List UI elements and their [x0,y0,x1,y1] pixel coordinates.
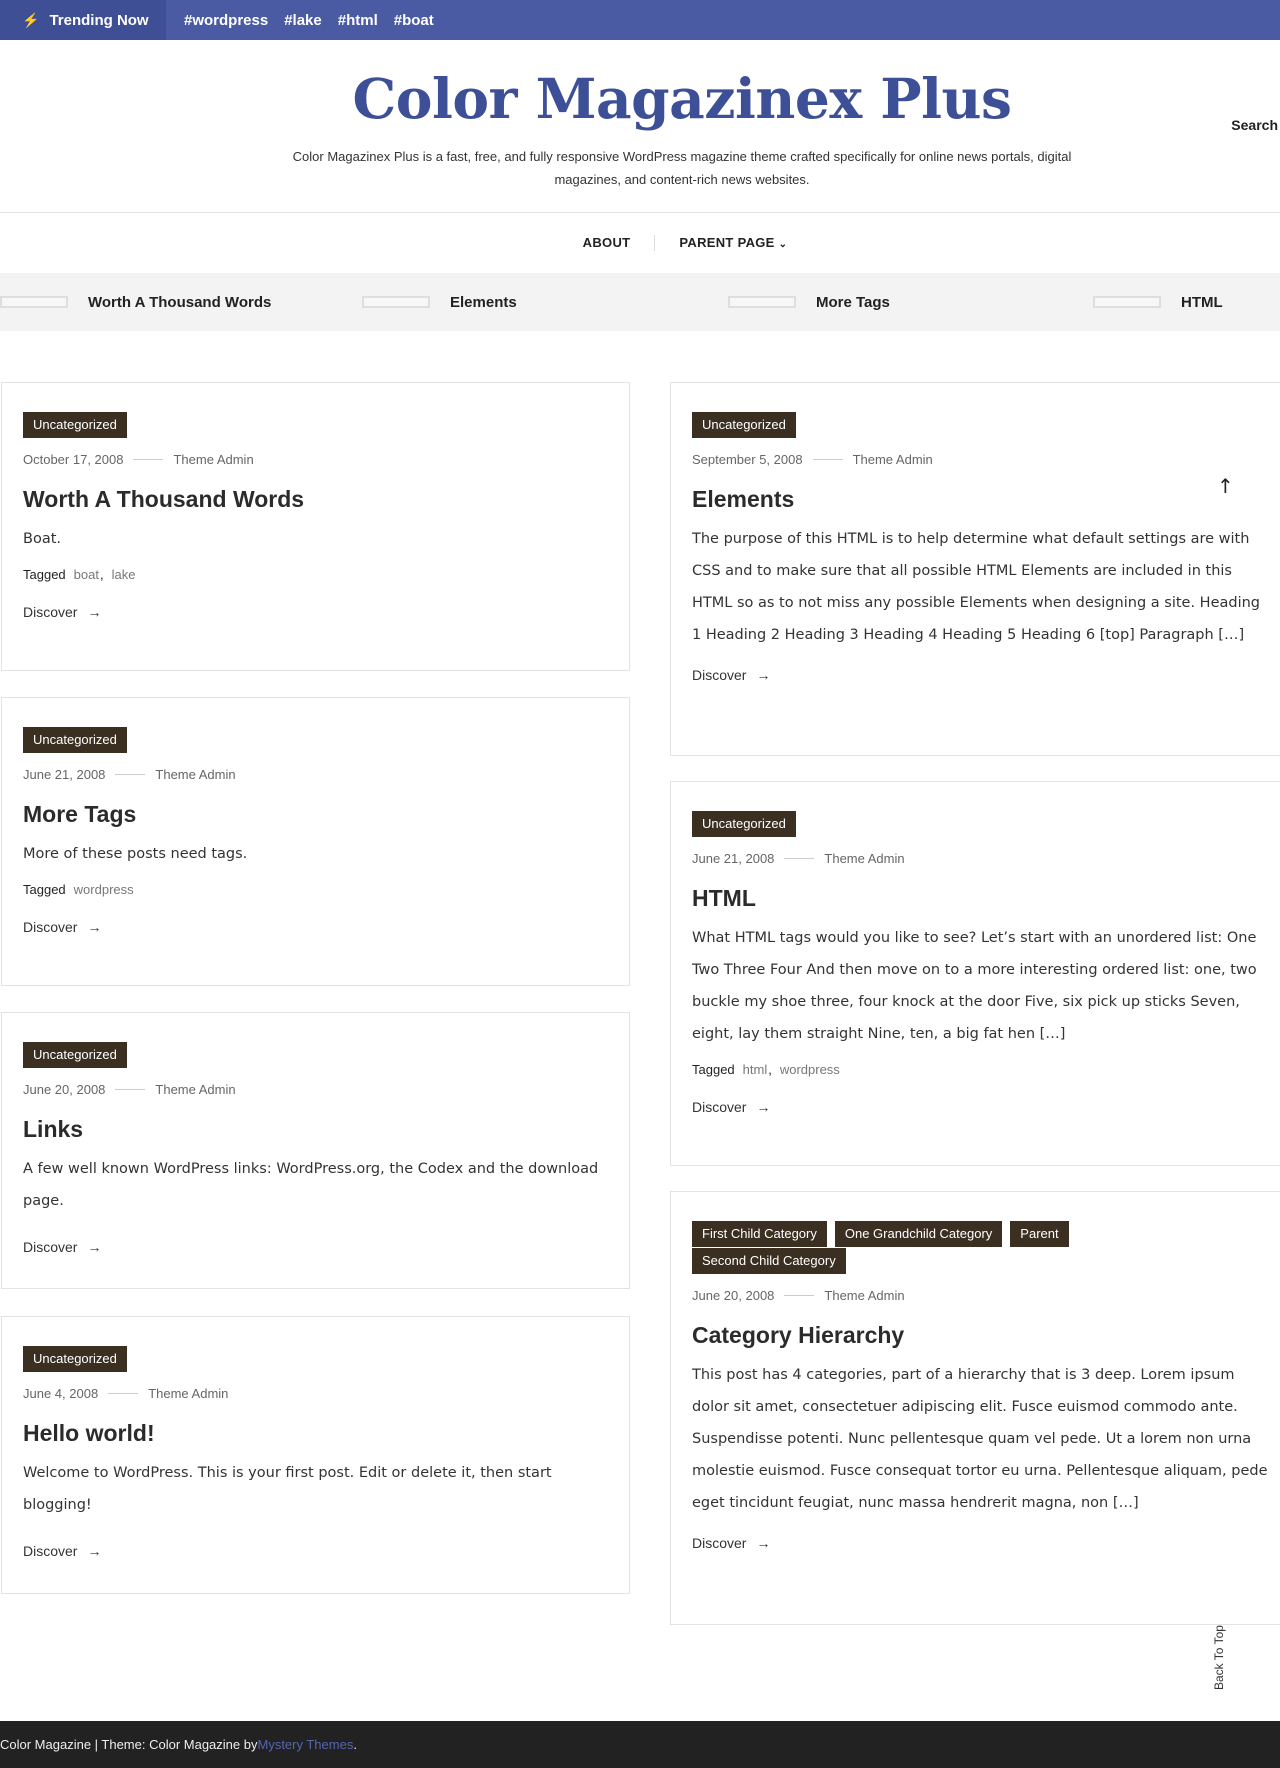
post-author[interactable]: Theme Admin [824,1288,905,1303]
arrow-right-icon: → [756,667,771,683]
arrow-right-icon: → [87,919,102,935]
featured-title[interactable]: Worth A Thousand Words [88,293,272,311]
discover-label: Discover [23,1239,78,1255]
post-author[interactable]: Theme Admin [155,767,236,782]
post-date[interactable]: June 21, 2008 [692,851,775,866]
arrow-up-icon[interactable]: ↑ [1217,474,1234,498]
search-button[interactable]: Search [1231,117,1278,133]
post-card [670,382,1280,756]
post-title[interactable]: Elements [692,486,795,512]
tag-link[interactable]: lake [111,567,136,582]
trending-bar [0,0,1280,40]
meta-separator [133,459,163,460]
meta-separator [115,1089,145,1090]
meta-separator [115,774,145,775]
site-title[interactable]: Color Magazinex Plus [352,66,1012,131]
category-badge[interactable]: Uncategorized [23,1042,127,1068]
featured-item[interactable] [728,273,890,331]
tagged-label: Tagged [23,567,66,582]
post-card [1,1316,630,1594]
discover-label: Discover [692,1099,747,1115]
category-badge[interactable]: Uncategorized [23,412,127,438]
tag-comma: , [768,1062,772,1077]
post-title[interactable]: Hello world! [23,1420,155,1446]
meta-separator [784,1295,814,1296]
category-badge[interactable]: Uncategorized [692,412,796,438]
post-meta [23,767,608,782]
arrow-right-icon: → [756,1535,771,1551]
featured-strip [0,273,1280,331]
tag-link[interactable]: wordpress [779,1062,840,1077]
post-card [1,1012,630,1289]
post-card [1,382,630,671]
post-categories [23,1042,608,1069]
arrow-right-icon: → [87,1239,102,1255]
post-date[interactable]: October 17, 2008 [23,452,124,467]
post-meta [23,1386,608,1401]
post-author[interactable]: Theme Admin [155,1082,236,1097]
post-date[interactable]: September 5, 2008 [692,452,803,467]
post-date[interactable]: June 20, 2008 [692,1288,775,1303]
post-categories [692,811,1268,838]
post-meta [23,1082,608,1097]
post-card [670,781,1280,1166]
post-excerpt: Welcome to WordPress. This is your first post. Edit or delete it, then start blogging! [23,1465,552,1513]
featured-title[interactable]: More Tags [816,293,890,311]
chevron-down-icon: ⌄ [778,239,788,250]
trending-label-text: Trending Now [49,11,149,29]
category-badge[interactable]: First Child Category [692,1221,827,1247]
tag-link[interactable]: wordpress [73,882,134,897]
post-author[interactable]: Theme Admin [148,1386,229,1401]
discover-link[interactable] [23,1543,608,1559]
post-meta [23,452,608,467]
post-title[interactable]: HTML [692,885,756,911]
post-categories [23,412,608,439]
arrow-right-icon: → [87,1543,102,1559]
post-excerpt: More of these posts need tags. [23,846,248,862]
post-date[interactable]: June 20, 2008 [23,1082,106,1097]
post-excerpt: A few well known WordPress links: WordPress.org, the Codex and the download page. [23,1161,599,1209]
trending-tag-wordpress[interactable]: #wordpress [184,11,269,29]
post-meta [692,851,1268,866]
site-description: Color Magazinex Plus is a fast, free, and fully responsive WordPress magazine theme crafted specifically for online news portals, digital magazines, and content-rich news websites. [292,149,1072,187]
tag-comma: , [99,567,104,582]
post-author[interactable]: Theme Admin [824,851,905,866]
discover-label: Discover [23,1543,78,1559]
post-date[interactable]: June 4, 2008 [23,1386,99,1401]
post-categories [692,412,1268,439]
bolt-icon: ⚡ [22,11,40,28]
trending-tag-html[interactable]: #html [337,11,378,29]
featured-thumbnail [0,296,68,308]
discover-label: Discover [692,1535,747,1551]
post-excerpt: This post has 4 categories, part of a hierarchy that is 3 deep. Lorem ipsum dolor sit amet, consectetuer adipiscing elit. Fusce euismod commodo ante. Suspendisse potenti. Nunc pellentesque quam vel pede. Ut a lorem non urna molestie euismod. Fusce consequat tortor eu urna. Pellentesque aliquam, pede eget tincidunt feugiat, nunc massa hendrerit magna, non […] [692,1367,1268,1511]
post-title[interactable]: Worth A Thousand Words [23,486,305,512]
discover-link[interactable] [692,1099,1268,1115]
post-author[interactable]: Theme Admin [852,452,933,467]
discover-link[interactable] [692,1535,1268,1551]
tagged-label: Tagged [692,1062,735,1077]
post-card [1,697,630,986]
tag-link[interactable]: html [742,1062,768,1077]
featured-title[interactable]: HTML [1181,293,1223,311]
category-badge[interactable]: One Grandchild Category [835,1221,1002,1247]
post-meta [692,452,1268,467]
featured-item[interactable] [1093,273,1223,331]
post-title[interactable]: Links [23,1116,84,1142]
discover-link[interactable] [23,919,608,935]
trending-tag-lake[interactable]: #lake [284,11,322,29]
featured-thumbnail [728,296,796,308]
discover-label: Discover [23,604,78,620]
arrow-right-icon: → [756,1099,771,1115]
footer-end: . [353,1737,357,1752]
post-excerpt: What HTML tags would you like to see? Let’s start with an unordered list: One Two Three Four And then move on to a more interesting ordered list: one, two buckle my shoe three, four knock at the door Five, six pick up sticks Seven, eight, lay them straight Nine, ten, a big fat hen […] [692,930,1257,1042]
category-badge[interactable]: Uncategorized [23,1346,127,1372]
post-meta [692,1288,1268,1303]
post-excerpt: Boat. [23,531,61,547]
meta-separator [813,459,843,460]
meta-separator [108,1393,138,1394]
post-title[interactable]: More Tags [23,801,137,827]
featured-thumbnail [362,296,430,308]
nav-item-parent-page[interactable] [679,235,787,250]
post-tags [23,882,608,897]
post-categories [23,1346,608,1373]
post-author[interactable]: Theme Admin [173,452,254,467]
nav-item-about[interactable]: ABOUT [582,235,631,250]
tag-link[interactable]: boat [73,567,99,582]
post-card [670,1191,1280,1625]
post-categories [23,727,608,754]
tagged-label: Tagged [23,882,66,897]
footer-text: Color Magazine | Theme: Color Magazine by [0,1737,258,1752]
featured-item[interactable] [362,273,517,331]
trending-label [0,0,166,40]
featured-thumbnail [1093,296,1161,308]
post-excerpt: The purpose of this HTML is to help determine what default settings are with CSS and to make sure that all possible HTML Elements are included in this HTML so as to not miss any possible Elements when designing a site. Heading 1 Heading 2 Heading 3 Heading 4 Heading 5 Heading 6 [top] Paragraph […] [692,531,1261,643]
post-title[interactable]: Category Hierarchy [692,1322,905,1348]
trending-tags [184,12,450,29]
post-tags [692,1062,1268,1077]
discover-link[interactable] [23,604,608,620]
category-badge[interactable]: Second Child Category [692,1248,846,1274]
category-badge[interactable]: Uncategorized [23,727,127,753]
post-categories [692,1221,1132,1275]
featured-item[interactable] [0,273,271,331]
trending-tag-boat[interactable]: #boat [393,11,434,29]
arrow-right-icon: → [87,604,102,620]
featured-title[interactable]: Elements [450,293,517,311]
discover-label: Discover [692,667,747,683]
meta-separator [784,858,814,859]
nav-divider [654,235,655,251]
discover-link[interactable] [23,1239,608,1255]
footer-link[interactable]: Mystery Themes [257,1737,354,1752]
category-badge[interactable]: Parent [1010,1221,1068,1247]
discover-label: Discover [23,919,78,935]
nav-item-label: PARENT PAGE [679,235,775,250]
post-date[interactable]: June 21, 2008 [23,767,106,782]
site-footer [0,1721,1280,1768]
category-badge[interactable]: Uncategorized [692,811,796,837]
primary-nav [0,213,1280,272]
discover-link[interactable] [692,667,1268,683]
back-to-top-button[interactable]: Back To Top [1212,1625,1226,1690]
post-tags [23,567,608,582]
